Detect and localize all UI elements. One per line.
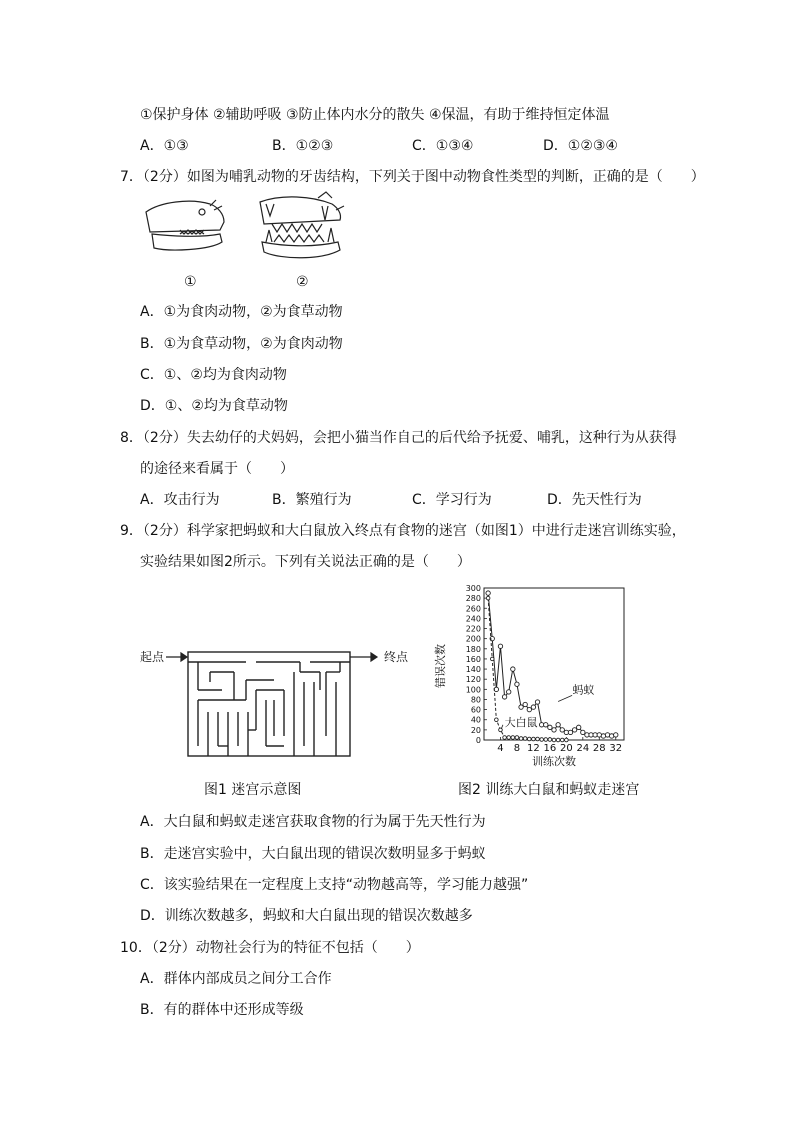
q7-stem: 7．（2分）如图为哺乳动物的牙齿结构，下列关于图中动物食性类型的判断，正确的是（ ） [120,169,705,185]
chart-y-tick-label: 180 [465,644,481,654]
chart-x-tick-label: 24 [576,743,590,754]
q8-option-c[interactable]: C．学习行为 [412,492,492,508]
chart-point-ant [535,700,539,704]
chart-point-rat [486,596,490,600]
q9-option-b[interactable]: B．走迷宫实验中，大白鼠出现的错误次数明显多于蚂蚁 [140,846,486,862]
chart-point-rat [511,736,515,740]
maze-walls [188,652,350,756]
chart-point-rat [552,738,556,742]
chart-y-tick-label: 0 [475,736,481,745]
chart-point-ant [519,705,523,709]
chart-y-tick-label: 160 [465,654,481,664]
chart-point-ant [552,728,556,732]
q7-option-d[interactable]: D．①、②均为食草动物 [140,398,288,414]
chart-point-rat [503,736,507,740]
chart-point-ant [515,682,519,686]
chart-y-tick-label: 60 [470,705,481,715]
maze-start-label: 起点 [140,650,165,664]
q7-teeth-figure [140,190,360,290]
chart-point-ant [572,728,576,732]
maze-end-label: 终点 [384,650,409,664]
chart-point-rat [548,738,552,742]
q8-stem-line1: 8．（2分）失去幼仔的犬妈妈，会把小猫当作自己的后代给予抚爱、哺乳，这种行为从获得 [120,430,677,446]
herbivore-skull-drawing [146,200,224,250]
chart-point-rat [495,718,499,722]
chart-y-tick-label: 300 [465,584,481,593]
q8-option-b[interactable]: B．繁殖行为 [272,492,352,508]
chart-point-rat [515,736,519,740]
q8-option-a[interactable]: A．攻击行为 [140,492,220,508]
chart-series-line-ant [488,593,616,736]
chart-annotation-ant-pointer [558,695,572,701]
chart-point-ant [556,723,560,727]
q6-option-b[interactable]: B．①②③ [272,138,334,154]
chart-point-ant [523,702,527,706]
chart-point-ant [544,723,548,727]
carnivore-skull-drawing [260,192,344,258]
chart-point-ant [511,667,515,671]
chart-y-tick-label: 200 [465,634,481,644]
chart-point-ant [614,733,618,737]
chart-annotation-rat: 大白鼠 [504,715,538,729]
chart-y-tick-label: 20 [470,725,481,735]
chart-y-tick-label: 240 [465,614,481,624]
q10-option-a[interactable]: A．群体内部成员之间分工合作 [140,971,332,987]
chart-figure [430,580,640,772]
chart-point-rat [560,738,564,742]
q7-fig-label-1: ① [184,274,197,290]
chart-point-rat [556,738,560,742]
chart-point-ant [531,705,535,709]
chart-point-rat [540,738,544,742]
chart-x-tick-label: 32 [609,743,623,754]
chart-x-tick-label: 28 [592,743,606,754]
chart-y-tick-label: 120 [465,675,481,685]
q9-option-a[interactable]: A．大白鼠和蚂蚁走迷宫获取食物的行为属于先天性行为 [140,814,486,830]
chart-point-rat [544,738,548,742]
chart-x-tick-label: 20 [559,743,573,754]
maze-arrows [166,653,377,661]
q9-option-c[interactable]: C．该实验结果在一定程度上支持“动物越高等，学习能力越强” [140,877,529,893]
chart-point-rat [536,737,540,741]
chart-annotation-ant: 蚂蚁 [572,683,595,697]
q7-option-b[interactable]: B．①为食草动物，②为食肉动物 [140,336,343,352]
chart-x-tick-label: 12 [527,743,540,754]
q9-option-d[interactable]: D．训练次数越多，蚂蚁和大白鼠出现的错误次数越多 [140,908,473,924]
chart-point-rat [565,738,569,742]
chart-x-tick-label: 4 [497,743,504,754]
chart-point-ant [527,707,531,711]
chart-point-ant [560,728,564,732]
q8-option-d[interactable]: D．先天性行为 [547,492,642,508]
maze-figure [136,640,426,765]
chart-point-ant [486,591,490,595]
q6-option-d[interactable]: D．①②③④ [543,138,618,154]
chart-x-axis-label: 训练次数 [532,755,576,768]
chart-point-ant [498,644,502,648]
chart-caption: 图2 训练大白鼠和蚂蚁走迷宫 [458,782,640,798]
chart-y-tick-label: 260 [465,604,481,614]
chart-y-axis-label: 错误次数 [434,644,447,688]
chart-y-tick-label: 40 [470,715,481,725]
q6-option-a[interactable]: A．①③ [140,138,189,154]
chart-y-tick-label: 280 [465,594,481,604]
maze-caption: 图1 迷宫示意图 [204,782,302,798]
chart-point-rat [490,657,494,661]
chart-point-rat [527,737,531,741]
q7-fig-label-2: ② [296,274,309,290]
chart-point-ant [548,725,552,729]
q7-option-a[interactable]: A．①为食肉动物，②为食草动物 [140,304,343,320]
chart-y-tick-label: 140 [465,665,481,675]
chart-point-rat [523,737,527,741]
chart-point-ant [581,730,585,734]
chart-point-ant [568,730,572,734]
chart-x-tick-label: 16 [543,743,557,754]
q10-stem: 10．（2分）动物社会行为的特征不包括（ ） [120,940,420,956]
chart-point-ant [502,695,506,699]
chart-x-tick-label: 8 [513,743,521,754]
q8-stem-line2: 的途径来看属于（ ） [140,461,294,477]
chart-annotation-rat-pointer [501,725,503,729]
q7-option-c[interactable]: C．①、②均为食肉动物 [140,367,287,383]
chart-y-tick-label: 80 [470,695,481,705]
chart-y-tick-label: 100 [465,685,481,695]
q6-option-c[interactable]: C．①③④ [412,138,474,154]
q9-stem-line1: 9．（2分）科学家把蚂蚁和大白鼠放入终点有食物的迷宫（如图1）中进行走迷宫训练实验， [120,523,686,539]
chart-point-ant [507,690,511,694]
chart-point-rat [519,737,523,741]
chart-point-rat [532,737,536,741]
q9-stem-line2: 实验结果如图2所示。下列有关说法正确的是（ ） [140,554,471,570]
chart-point-rat [507,736,511,740]
q10-option-b[interactable]: B．有的群体中还形成等级 [140,1002,304,1018]
chart-point-ant [577,725,581,729]
chart-y-tick-label: 220 [465,624,481,634]
q6-statement: ①保护身体 ②辅助呼吸 ③防止体内水分的散失 ④保温，有助于维持恒定体温 [140,107,610,123]
